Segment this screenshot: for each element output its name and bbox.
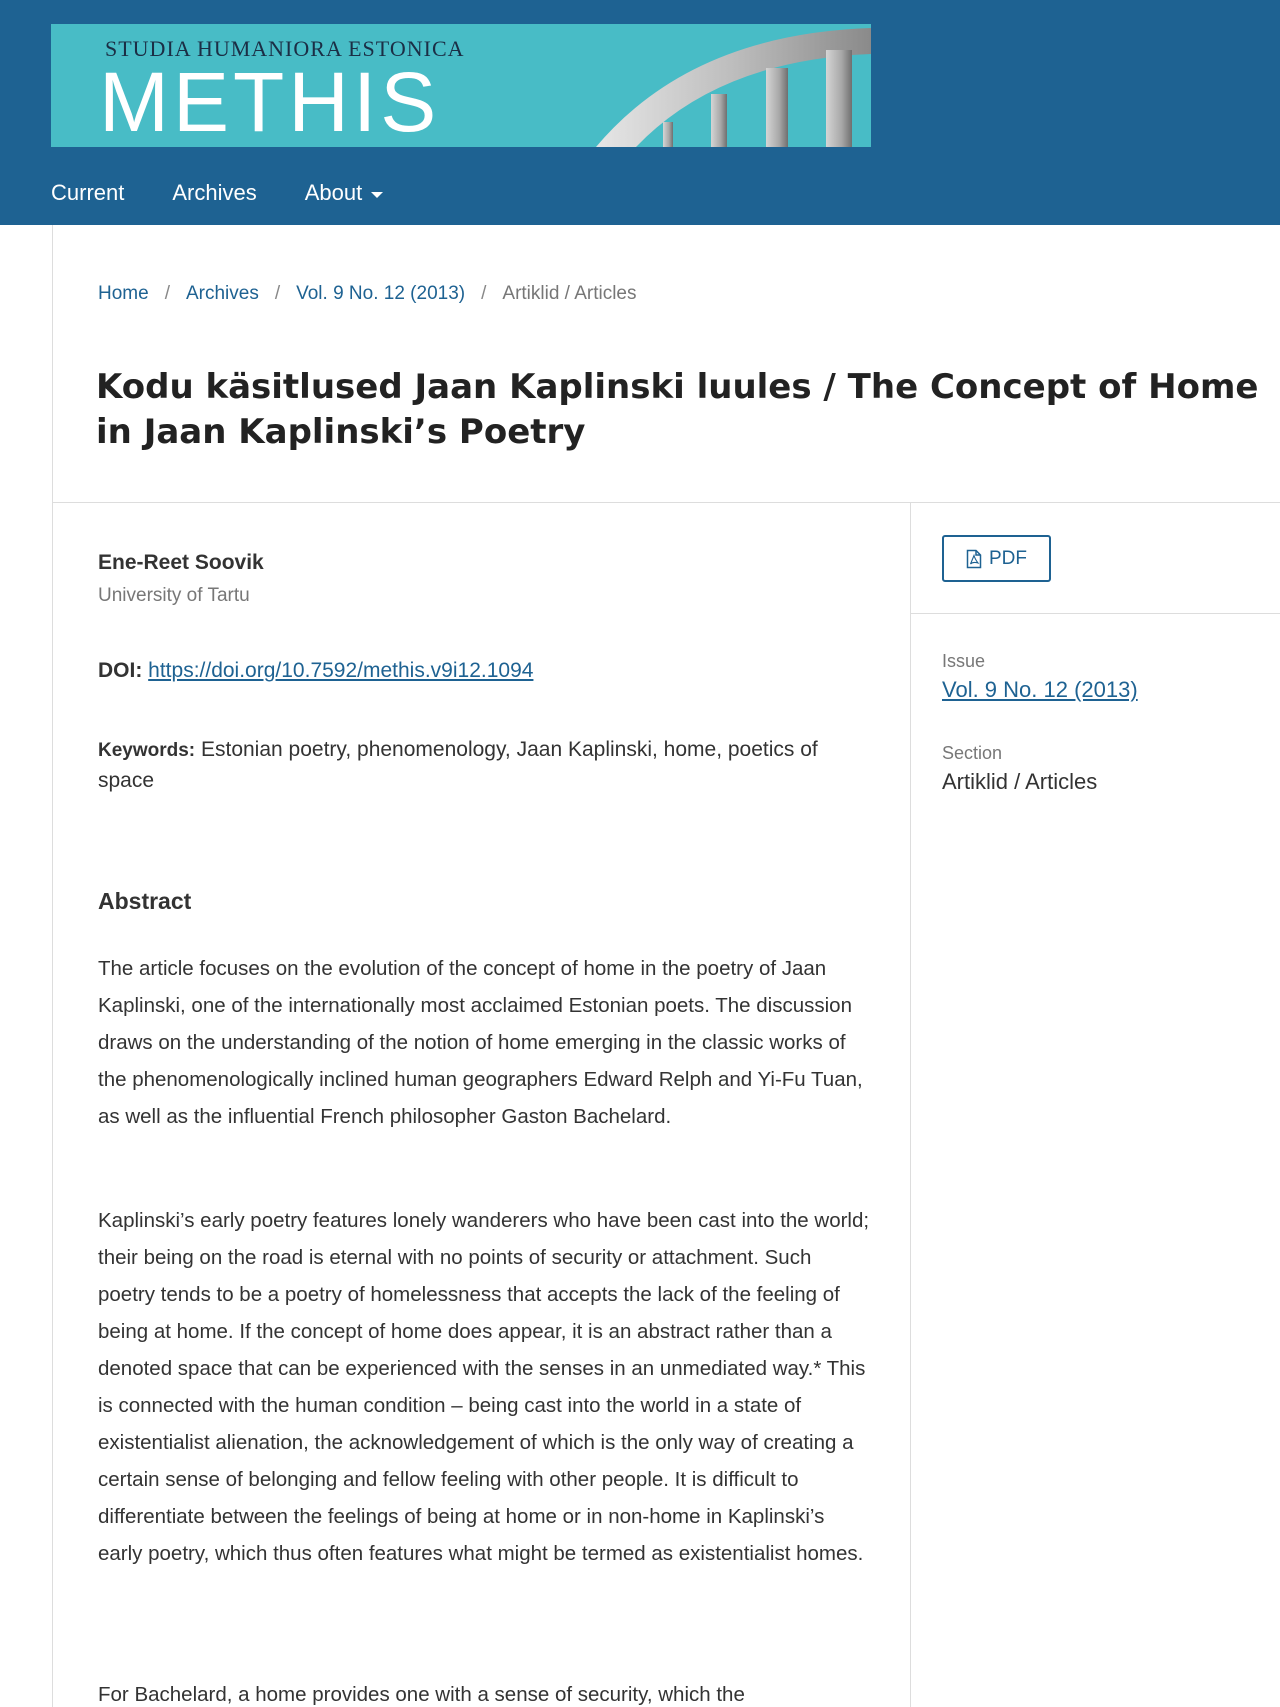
journal-title: METHIS — [99, 55, 441, 147]
section-value: Artiklid / Articles — [942, 769, 1098, 794]
nav-current[interactable]: Current — [51, 180, 125, 205]
site-header — [0, 0, 1280, 225]
abstract-paragraph: The article focuses on the evolution of the concept of home in the poetry of Jaan Kaplinski, one of the internationally most acclaimed Estonian poets. The discussion draws on the understanding of the notion of home emerging in the classic works of the phenomenologically inclined human geographers Edward Relph and Yi-Fu Tuan, as well as the influential French philosopher Gaston Bachelard. — [98, 957, 863, 1128]
doi — [98, 659, 533, 683]
pdf-button-label: PDF — [989, 547, 1027, 569]
nav-archives[interactable]: Archives — [172, 180, 257, 205]
abstract-paragraph: For Bachelard, a home provides one with a sense of security, which the — [98, 1683, 745, 1706]
breadcrumb — [98, 283, 636, 305]
column-divider — [910, 503, 911, 1707]
nav-about-label: About — [304, 180, 363, 205]
chevron-down-icon — [371, 192, 383, 198]
abstract-paragraph: Kaplinski’s early poetry features lonely wanderers who have been cast into the world; their being on the road is eternal with no points of security or attachment. Such poetry tends to be a poetry of homelessness that accepts the lack of the feeling of being at home. If the concept of home does appear, it is an abstract rather than a denoted space that can be experienced with the senses in an unmediated way.* This is connected with the human condition – being cast into the world in a state of existentialist alienation, the acknowledgement of which is the only way of creating a certain sense of belonging and fellow feeling with other people. It is difficult to differentiate between the feelings of being at home or in non-home in Kaplinski’s early poetry, which thus often features what might be termed as existentialist homes. — [98, 1209, 870, 1565]
author-name: Ene-Reet Soovik — [98, 551, 264, 574]
section-label: Section — [942, 743, 1003, 763]
issue-label: Issue — [942, 651, 986, 671]
breadcrumb-archives[interactable]: Archives — [185, 283, 259, 304]
page-title: Kodu käsitlused Jaan Kaplinski luules / The Concept of Home in Jaan Kaplinski’s Poetry — [96, 367, 1259, 452]
keywords-label: Keywords: — [98, 740, 196, 761]
sidebar-divider — [911, 613, 1280, 614]
breadcrumb-separator: / — [274, 283, 281, 304]
breadcrumb-current: Artiklid / Articles — [502, 283, 637, 304]
keywords — [98, 735, 868, 796]
primary-nav — [51, 176, 431, 210]
breadcrumb-home[interactable]: Home — [98, 283, 149, 304]
journal-banner-logo[interactable] — [51, 24, 871, 147]
breadcrumb-separator: / — [481, 283, 487, 304]
abstract-heading: Abstract — [98, 888, 192, 914]
content-border-left — [52, 225, 53, 1707]
issue-link[interactable]: Vol. 9 No. 12 (2013) — [942, 677, 1138, 702]
author-affiliation: University of Tartu — [98, 585, 250, 606]
doi-link[interactable]: https://doi.org/10.7592/methis.v9i12.1094 — [148, 659, 534, 682]
doi-label: DOI: — [98, 659, 143, 682]
breadcrumb-separator: / — [164, 283, 170, 304]
pdf-download-button[interactable] — [942, 535, 1051, 582]
nav-about[interactable] — [305, 180, 384, 206]
breadcrumb-issue[interactable]: Vol. 9 No. 12 (2013) — [296, 283, 466, 304]
journal-subtitle: STUDIA HUMANIORA ESTONICA — [105, 36, 465, 61]
title-divider — [52, 502, 1280, 503]
keywords-value: Estonian poetry, phenomenology, Jaan Kaplinski, home, poetics of space — [98, 738, 818, 792]
file-pdf-icon — [966, 549, 982, 569]
